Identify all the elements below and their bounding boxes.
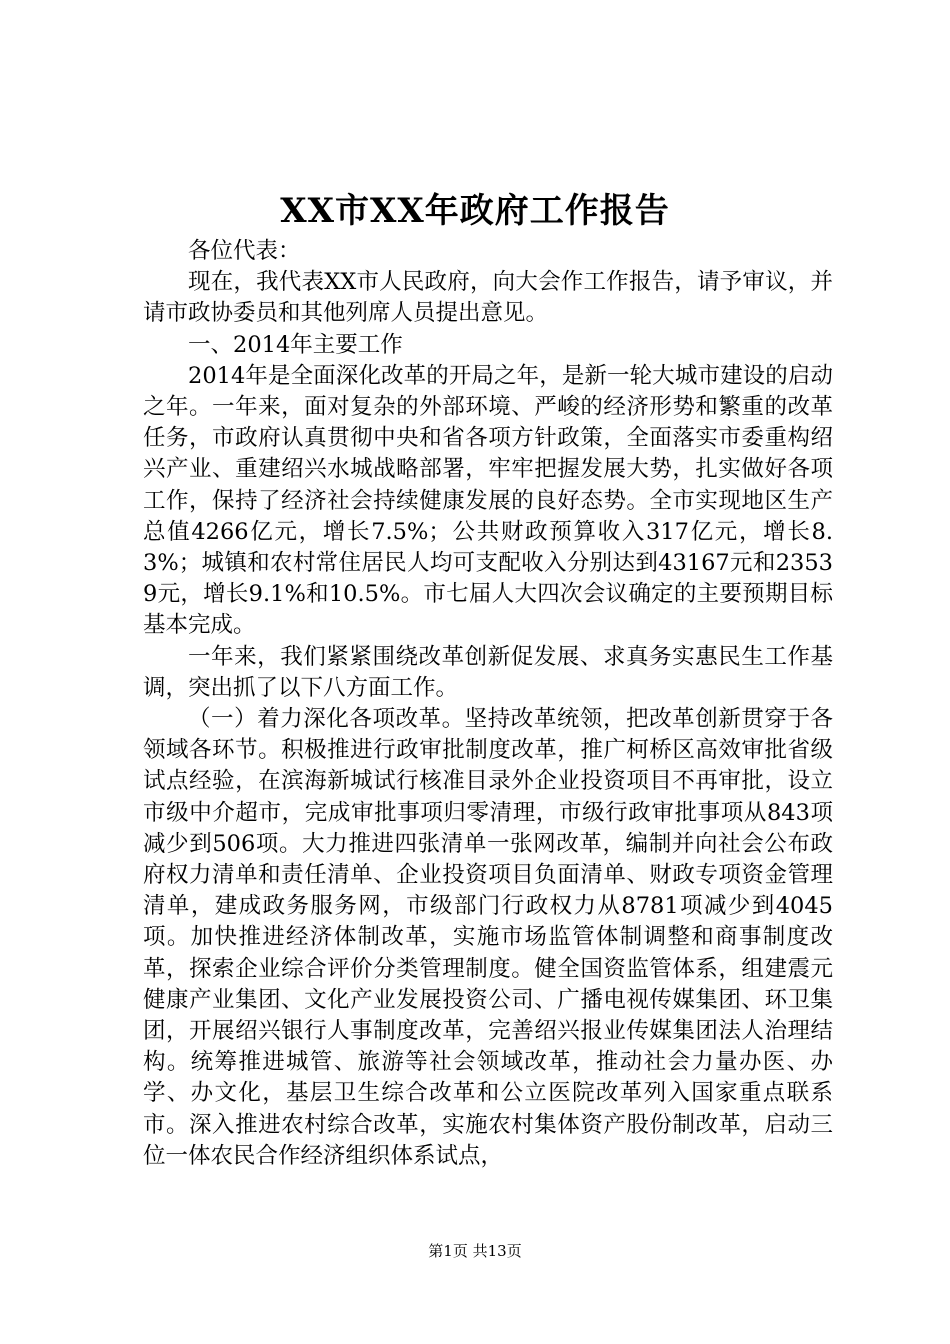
- paragraph-summary: 一年来，我们紧紧围绕改革创新促发展、求真务实惠民生工作基调，突出抓了以下八方面工作。: [143, 643, 833, 701]
- paragraph-salutation: 各位代表：: [188, 238, 301, 264]
- paragraph-intro: 现在，我代表XX市人民政府，向大会作工作报告，请予审议，并请市政协委员和其他列席人员提出意见。: [143, 269, 833, 327]
- paragraph-overview: 2014年是全面深化改革的开局之年，是新一轮大城市建设的启动之年。一年来，面对复杂的外部环境、严峻的经济形势和繁重的改革任务，市政府认真贯彻中央和省各项方针政策，全面落实市委重构绍兴产业、重建绍兴水城战略部署，牢牢把握发展大势，扎实做好各项工作，保持了经济社会持续健康发展的良好态势。全市实现地区生产总值4266亿元，增长7.5%；公共财政预算收入317亿元，增长8.3%；城镇和农村常住居民人均可支配收入分别达到43167元和23539元，增长9.1%和10.5%。市七届人大四次会议确定的主要预期目标基本完成。: [143, 362, 833, 639]
- document-title: XX市XX年政府工作报告: [280, 191, 670, 231]
- document-body: [143, 236, 833, 1172]
- page-footer: 第1页 共13页: [428, 1242, 522, 1260]
- paragraph-reform: （一）着力深化各项改革。坚持改革统领，把改革创新贯穿于各领域各环节。积极推进行政审批制度改革，推广柯桥区高效审批省级试点经验，在滨海新城试行核准目录外企业投资项目不再审批，设立市级中介超市，完成审批事项归零清理，市级行政审批事项从843项减少到506项。大力推进四张清单一张网改革，编制并向社会公布政府权力清单和责任清单、企业投资项目负面清单、财政专项资金管理清单，建成政务服务网，市级部门行政权力从8781项减少到4045项。加快推进经济体制改革，实施市场监管体制调整和商事制度改革，探索企业综合评价分类管理制度。健全国资监管体系，组建震元健康产业集团、文化产业发展投资公司、广播电视传媒集团、环卫集团，开展绍兴银行人事制度改革，完善绍兴报业传媒集团法人治理结构。统筹推进城管、旅游等社会领域改革，推动社会力量办医、办学、办文化，基层卫生综合改革和公立医院改革列入国家重点联系市。深入推进农村综合改革，实施农村集体资产股份制改革，启动三位一体农民合作经济组织体系试点，: [143, 706, 833, 1169]
- section-heading: 一、2014年主要工作: [188, 331, 403, 358]
